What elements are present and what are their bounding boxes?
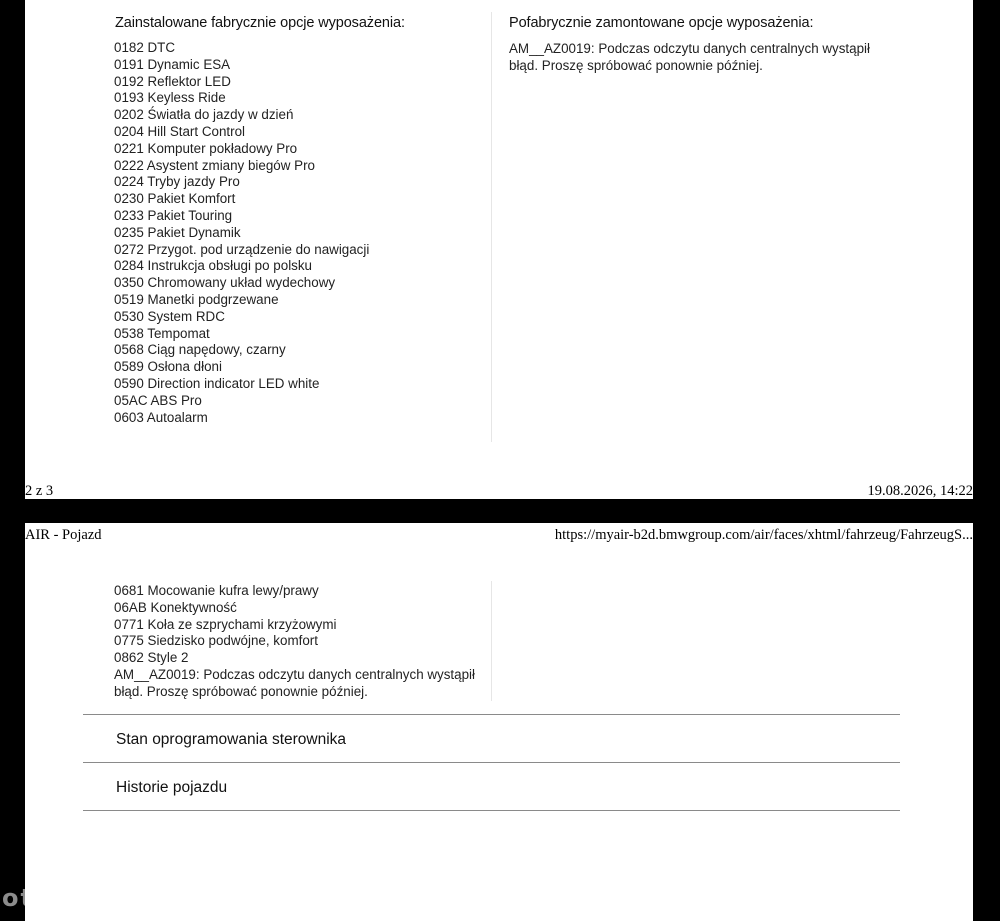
print-header-url: https://myair-b2d.bmwgroup.com/air/faces/xhtml/fahrzeug/FahrzeugS... <box>554 527 973 543</box>
factory-options-list <box>114 40 369 426</box>
option-item: 0862 Style 2 <box>114 650 189 666</box>
factory-options-error-message: AM__AZ0019: Podczas odczytu danych centralnych wystąpił błąd. Proszę spróbować ponownie później. <box>114 667 475 699</box>
option-item: 0193 Keyless Ride <box>114 90 226 106</box>
print-datetime: 19.08.2026, 14:22 <box>867 483 973 499</box>
option-item: 0771 Koła ze szprychami krzyżowymi <box>114 616 337 632</box>
option-item: 0224 Tryby jazdy Pro <box>114 174 240 190</box>
option-item: 0538 Tempomat <box>114 325 210 341</box>
option-item: 0191 Dynamic ESA <box>114 56 231 72</box>
option-item: 0568 Ciąg napędowy, czarny <box>114 342 286 358</box>
option-item: 0603 Autoalarm <box>114 409 208 425</box>
retrofit-error-message: AM__AZ0019: Podczas odczytu danych centralnych wystąpił błąd. Proszę spróbować ponownie później. <box>509 41 870 73</box>
option-item: 0233 Pakiet Touring <box>114 207 233 223</box>
option-item: 0204 Hill Start Control <box>114 123 245 139</box>
option-item: 0222 Asystent zmiany biegów Pro <box>114 157 315 173</box>
section-divider-bottom <box>83 810 900 811</box>
option-item: 0202 Światła do jazdy w dzień <box>114 107 294 123</box>
option-item: 0230 Pakiet Komfort <box>114 191 236 207</box>
option-item: 05AC ABS Pro <box>114 392 202 408</box>
retrofit-options-title: Pofabrycznie zamontowane opcje wyposażenia: <box>509 15 814 31</box>
option-item: 0519 Manetki podgrzewane <box>114 291 279 307</box>
section-vehicle-history[interactable]: Historie pojazdu <box>116 779 228 796</box>
option-item: 0775 Siedzisko podwójne, komfort <box>114 633 318 649</box>
document-page-2 <box>25 0 973 499</box>
factory-options-list-continued <box>114 583 337 667</box>
section-software-status[interactable]: Stan oprogramowania sterownika <box>116 731 347 748</box>
print-header-title: AIR - Pojazd <box>25 527 102 543</box>
document-page-3 <box>25 523 973 921</box>
factory-options-title: Zainstalowane fabrycznie opcje wyposażenia: <box>115 15 405 31</box>
column-divider <box>491 12 492 442</box>
option-item: 0221 Komputer pokładowy Pro <box>114 140 298 156</box>
option-item: 0284 Instrukcja obsługi po polsku <box>114 258 313 274</box>
option-item: 0589 Osłona dłoni <box>114 359 222 375</box>
option-item: 06AB Konektywność <box>114 599 237 615</box>
option-item: 0235 Pakiet Dynamik <box>114 224 241 240</box>
watermark-logo: otomoto <box>2 884 130 912</box>
section-divider-top <box>83 714 900 715</box>
option-item: 0192 Reflektor LED <box>114 73 231 89</box>
option-item: 0530 System RDC <box>114 308 225 324</box>
column-divider <box>491 581 492 701</box>
page-number: 2 z 3 <box>25 483 54 499</box>
option-item: 0590 Direction indicator LED white <box>114 375 320 391</box>
option-item: 0681 Mocowanie kufra lewy/prawy <box>114 583 319 598</box>
option-item: 0350 Chromowany układ wydechowy <box>114 275 336 291</box>
section-divider-middle <box>83 762 900 763</box>
option-item: 0272 Przygot. pod urządzenie do nawigacji <box>114 241 370 257</box>
option-item: 0182 DTC <box>114 40 176 55</box>
